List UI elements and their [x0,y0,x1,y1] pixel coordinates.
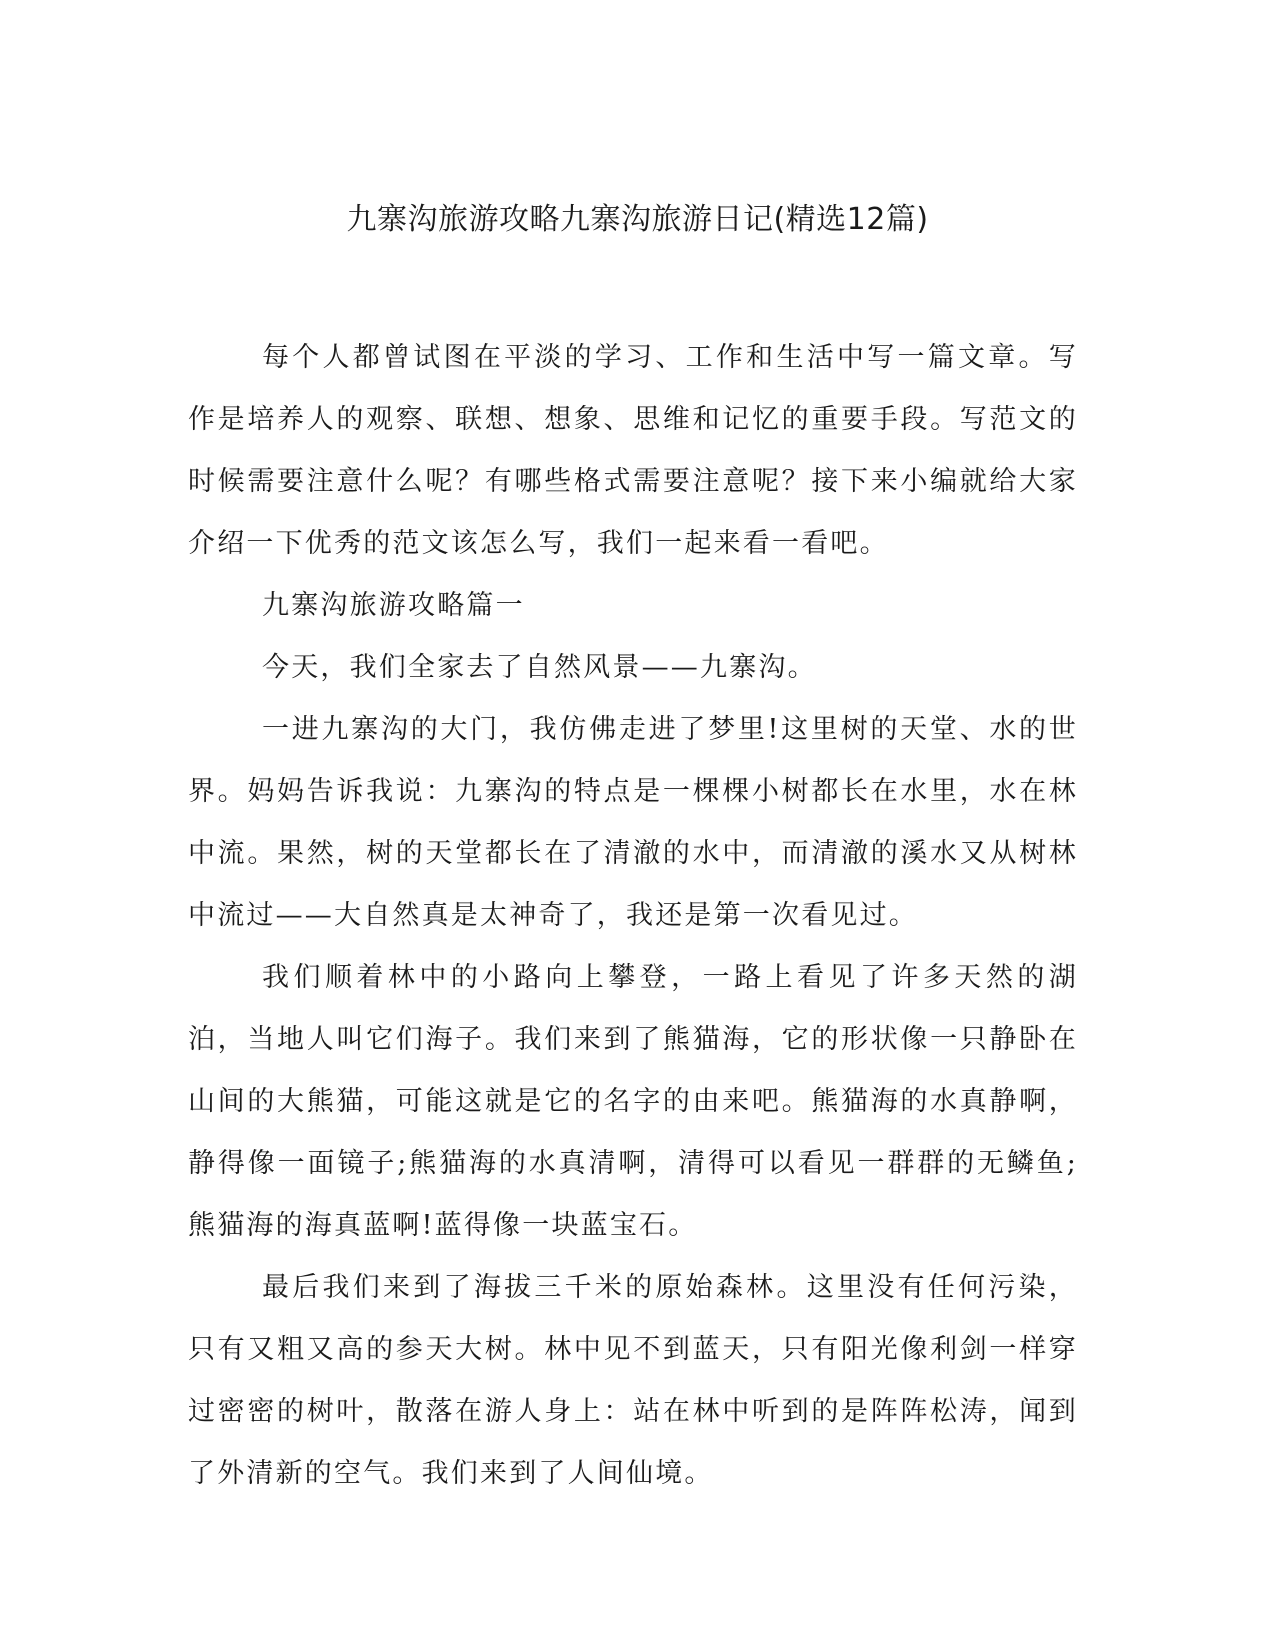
document-body [188,327,1078,1505]
paragraph-intro: 每个人都曾试图在平淡的学习、工作和生活中写一篇文章。写作是培养人的观察、联想、想象、思维和记忆的重要手段。写范文的时候需要注意什么呢？有哪些格式需要注意呢？接下来小编就给大家介绍一下优秀的范文该怎么写，我们一起来看一看吧。 [188,342,1078,559]
document-title: 九寨沟旅游攻略九寨沟旅游日记(精选12篇) [346,202,929,237]
paragraph: 我们顺着林中的小路向上攀登，一路上看见了许多天然的湖泊，当地人叫它们海子。我们来到了熊猫海，它的形状像一只静卧在山间的大熊猫，可能这就是它的名字的由来吧。熊猫海的水真静啊，静得像一面镜子;熊猫海的水真清啊，清得可以看见一群群的无鳞鱼;熊猫海的海真蓝啊!蓝得像一块蓝宝石。 [188,962,1078,1241]
section-heading: 九寨沟旅游攻略篇一 [262,590,525,621]
paragraph: 一进九寨沟的大门，我仿佛走进了梦里!这里树的天堂、水的世界。妈妈告诉我说：九寨沟的特点是一棵棵小树都长在水里，水在林中流。果然，树的天堂都长在了清澈的水中，而清澈的溪水又从树林中流过——大自然真是太神奇了，我还是第一次看见过。 [188,714,1078,931]
paragraph: 最后我们来到了海拔三千米的原始森林。这里没有任何污染，只有又粗又高的参天大树。林中见不到蓝天，只有阳光像利剑一样穿过密密的树叶，散落在游人身上：站在林中听到的是阵阵松涛，闻到了外清新的空气。我们来到了人间仙境。 [188,1272,1078,1489]
paragraph: 今天，我们全家去了自然风景——九寨沟。 [262,652,817,683]
